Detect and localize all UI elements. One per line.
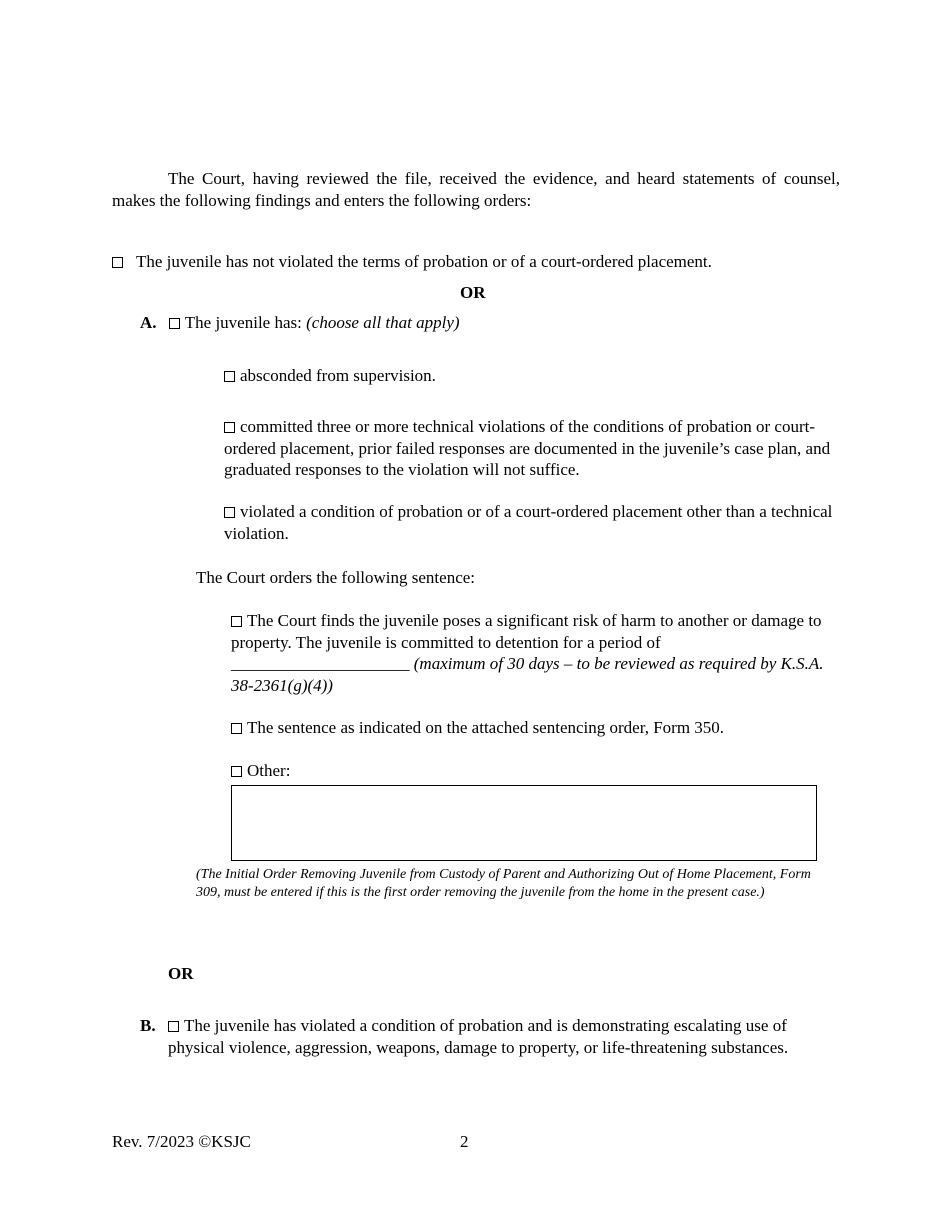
other-checkbox[interactable] — [231, 766, 242, 777]
section-b-marker: B. — [140, 1016, 156, 1035]
form-309-footnote-text: (The Initial Order Removing Juvenile from Custody of Parent and Authorizing Out of Home Placement, Form 309, must be entered if this is the first order removing the juvenile from the home in the present case.) — [196, 867, 811, 900]
technical-violations-checkbox[interactable] — [224, 422, 235, 433]
intro-text: The Court, having reviewed the file, received the evidence, and heard statements of counsel, makes the following findings and enters the following orders: — [112, 169, 840, 210]
detention-checkbox[interactable] — [231, 616, 242, 627]
detention-note: (maximum of 30 days – to be reviewed as required by K.S.A. 38-2361(g)(4)) — [231, 654, 824, 695]
option-absconded — [224, 365, 834, 387]
section-a-hint: (choose all that apply) — [306, 313, 460, 332]
section-a-marker: A. — [140, 313, 157, 332]
section-a-lead: The juvenile has: — [184, 313, 307, 332]
option-non-technical-violation — [224, 501, 834, 544]
other-text-box[interactable] — [231, 785, 817, 861]
section-b-option — [168, 1015, 836, 1058]
non-technical-violation-label: violated a condition of probation or of a court-ordered placement other than a technical violation. — [224, 502, 833, 543]
form-309-footnote — [196, 866, 836, 902]
section-b-checkbox[interactable] — [168, 1021, 179, 1032]
intro-paragraph — [112, 168, 840, 211]
absconded-label: absconded from supervision. — [240, 366, 436, 385]
sentence-heading: The Court orders the following sentence: — [196, 568, 476, 587]
technical-violations-label: committed three or more technical violations of the conditions of probation or court-ordered placement, prior failed responses are documented in the juvenile’s case plan, and graduated responses to the violation will not suffice. — [224, 417, 831, 479]
no-violation-label: The juvenile has not violated the terms of probation or of a court-ordered placement. — [136, 252, 712, 271]
sentencing-order-label: The sentence as indicated on the attached sentencing order, Form 350. — [247, 718, 725, 737]
option-other — [231, 760, 831, 782]
footer-page-number: 2 — [460, 1132, 469, 1151]
option-technical-violations — [224, 416, 834, 481]
option-detention — [231, 610, 831, 696]
detention-period-blank[interactable]: _____________________ — [231, 654, 410, 673]
detention-text: The Court finds the juvenile poses a significant risk of harm to another or damage to property. The juvenile is committed to detention for a period of — [231, 611, 822, 652]
section-b-label: The juvenile has violated a condition of probation and is demonstrating escalating use of physical violence, aggression, weapons, damage to property, or life-threatening substances. — [168, 1016, 789, 1057]
non-technical-violation-checkbox[interactable] — [224, 507, 235, 518]
option-sentencing-order — [231, 717, 831, 739]
section-a-checkbox[interactable] — [169, 318, 180, 329]
footer-revision: Rev. 7/2023 ©KSJC — [112, 1132, 251, 1151]
no-violation-option — [112, 251, 872, 273]
sentencing-order-checkbox[interactable] — [231, 723, 242, 734]
absconded-checkbox[interactable] — [224, 371, 235, 382]
other-label: Other: — [247, 761, 291, 780]
section-a-heading — [140, 312, 840, 334]
or-separator-1: OR — [460, 283, 486, 302]
no-violation-checkbox[interactable] — [112, 257, 123, 268]
or-separator-2: OR — [168, 964, 194, 983]
